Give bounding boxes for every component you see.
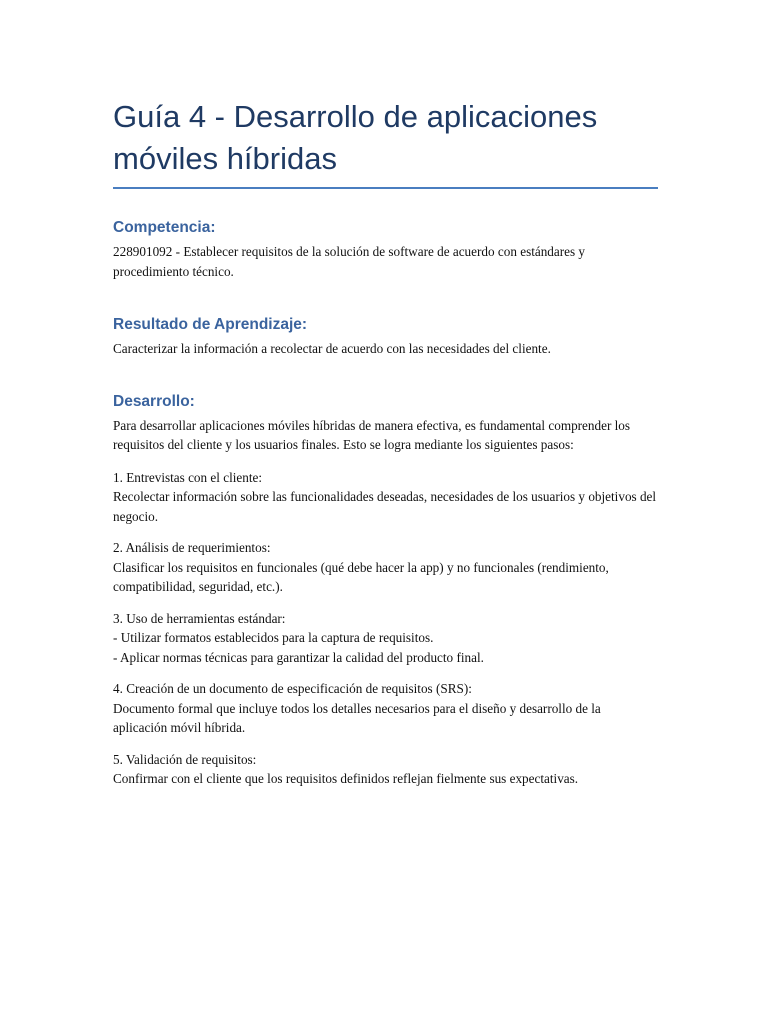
competencia-heading: Competencia: <box>113 219 216 236</box>
step-title: 5. Validación de requisitos: <box>113 751 257 767</box>
competencia-text: 228901092 - Establecer requisitos de la solución de software de acuerdo con estándares y procedimiento técnico. <box>113 244 586 279</box>
step-item <box>113 679 658 738</box>
step-title: 1. Entrevistas con el cliente: <box>113 469 263 485</box>
document-page <box>113 96 658 789</box>
step-text: Clasificar los requisitos en funcionales (qué debe hacer la app) y no funcionales (rendimiento, compatibilidad, seguridad, etc.). <box>113 559 609 594</box>
step-title: 4. Creación de un documento de especificación de requisitos (SRS): <box>113 681 472 696</box>
resultado-text: Caracterizar la información a recolectar de acuerdo con las necesidades del cliente. <box>113 341 551 356</box>
step-text: - Aplicar normas técnicas para garantizar la calidad del producto final. <box>113 649 484 665</box>
desarrollo-heading: Desarrollo: <box>113 392 195 410</box>
document-title: Guía 4 - Desarrollo de aplicaciones móviles híbridas <box>113 96 658 189</box>
step-text: Confirmar con el cliente que los requisitos definidos reflejan fielmente sus expectativas. <box>113 771 579 786</box>
step-item <box>113 609 658 668</box>
resultado-heading: Resultado de Aprendizaje: <box>113 316 308 333</box>
step-text: Recolectar información sobre las funcionalidades deseadas, necesidades de los usuarios y objetivos del negocio. <box>113 489 657 524</box>
desarrollo-intro: Para desarrollar aplicaciones móviles híbridas de manera efectiva, es fundamental comprender los requisitos del cliente y los usuarios finales. Esto se logra mediante los siguientes pasos: <box>113 417 631 452</box>
step-text: - Utilizar formatos establecidos para la captura de requisitos. <box>113 630 434 645</box>
step-title: 3. Uso de herramientas estándar: <box>113 610 286 626</box>
step-title: 2. Análisis de requerimientos: <box>113 540 271 555</box>
step-item <box>113 468 658 527</box>
step-item <box>113 538 658 597</box>
step-item <box>113 750 658 789</box>
step-text: Documento formal que incluye todos los detalles necesarios para el diseño y desarrollo de la aplicación móvil híbrida. <box>113 700 601 735</box>
